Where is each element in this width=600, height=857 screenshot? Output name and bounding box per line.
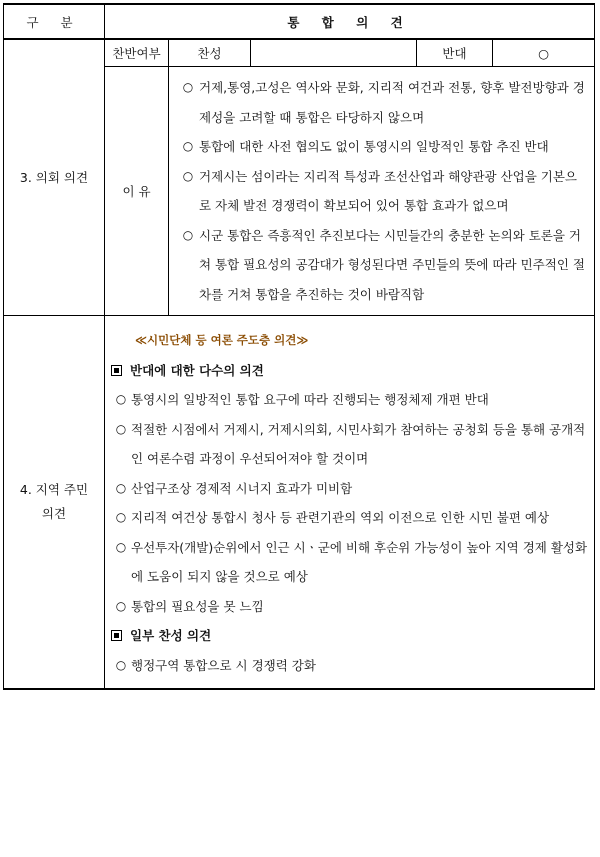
header-opinion: 통 합 의 견	[105, 4, 595, 39]
vote-header: 찬반여부	[105, 39, 169, 67]
against-heading	[111, 356, 588, 386]
opinion-text: 적절한 시점에서 거제시, 거제시의회, 시민사회가 참여하는 공청회 등을 통해 공개적인 여론수렴 과정이 우선되어져야 할 것이며	[131, 421, 586, 466]
circle-bullet-icon: ○	[182, 227, 194, 242]
list-item	[177, 73, 586, 132]
reason-list	[169, 67, 595, 316]
circle-bullet-icon: ○	[182, 80, 194, 94]
reason-text: 통합에 대한 사전 협의도 없이 통영시의 일방적인 통합 추진 반대	[199, 139, 549, 154]
list-item	[111, 503, 588, 533]
reason-text: 시군 통합은 즉흥적인 추진보다는 시민들간의 충분한 논의와 토론을 거쳐 통합 필요성의 공감대가 형성된다면 주민들의 뜻에 따라 민주적인 절차를 거쳐 통합을 추진하는 것이 바람직함	[199, 227, 585, 302]
approve-label: 찬성	[169, 39, 251, 67]
against-heading-text: 반대에 대한 다수의 의견	[130, 362, 264, 378]
circle-bullet-icon: ○	[115, 480, 127, 495]
residents-opinions	[105, 316, 595, 690]
opinion-text: 통합의 필요성을 못 느낌	[131, 598, 264, 614]
opinion-text: 산업구조상 경제적 시너지 효과가 미비함	[131, 480, 353, 496]
circle-bullet-icon: ○	[115, 510, 127, 524]
reason-label: 이 유	[105, 67, 169, 316]
table-header-row	[4, 4, 595, 39]
list-item	[177, 162, 586, 221]
council-vote-row	[4, 39, 595, 67]
circle-bullet-icon: ○	[182, 168, 194, 183]
circle-bullet-icon: ○	[182, 139, 194, 153]
opinion-text: 행정구역 통합으로 시 경쟁력 강화	[131, 657, 316, 673]
circle-bullet-icon: ○	[115, 539, 127, 554]
council-label: 3. 의회 의견	[4, 39, 105, 316]
list-item	[111, 415, 588, 474]
residents-label	[4, 316, 105, 690]
opinion-text: 지리적 여건상 통합시 청사 등 관련기관의 역외 이전으로 인한 시민 불편 예상	[131, 510, 550, 525]
circle-bullet-icon: ○	[115, 657, 127, 672]
header-category: 구 분	[4, 4, 105, 39]
filled-square-icon	[111, 630, 122, 641]
list-item	[111, 592, 588, 622]
list-item	[111, 474, 588, 504]
list-item	[177, 132, 586, 162]
list-item	[111, 533, 588, 592]
residents-row	[4, 316, 595, 690]
partial-heading-text: 일부 찬성 의견	[130, 628, 212, 643]
approve-mark	[251, 39, 417, 67]
reason-text: 거제시는 섬이라는 지리적 특성과 조선산업과 해양관광 산업을 기본으로 자체 발전 경쟁력이 확보되어 있어 통합 효과가 없으며	[199, 168, 577, 213]
opinion-table	[3, 3, 595, 690]
opinion-text: 우선투자(개발)순위에서 인근 시ㆍ군에 비해 후순위 가능성이 높아 지역 경제 활성화에 도움이 되지 않을 것으로 예상	[131, 539, 588, 584]
opinion-text: 통영시의 일방적인 통합 요구에 따라 진행되는 행정체제 개편 반대	[131, 392, 489, 407]
list-item	[177, 221, 586, 310]
residents-label-text: 4. 지역 주민 의견	[19, 482, 89, 521]
circle-bullet-icon: ○	[115, 421, 127, 436]
list-item	[111, 651, 588, 681]
circle-bullet-icon: ○	[115, 392, 127, 406]
filled-square-icon	[111, 365, 122, 376]
residents-subtitle: ≪시민단체 등 여론 주도층 의견≫	[135, 333, 309, 347]
circle-bullet-icon: ○	[115, 598, 127, 613]
list-item	[111, 385, 588, 415]
reason-text: 거제,통영,고성은 역사와 문화, 지리적 여건과 전통, 향후 발전방향과 경제성을 고려할 때 통합은 타당하지 않으며	[199, 80, 585, 125]
partial-heading	[111, 621, 588, 651]
oppose-mark: ○	[493, 39, 595, 67]
oppose-label: 반대	[417, 39, 493, 67]
